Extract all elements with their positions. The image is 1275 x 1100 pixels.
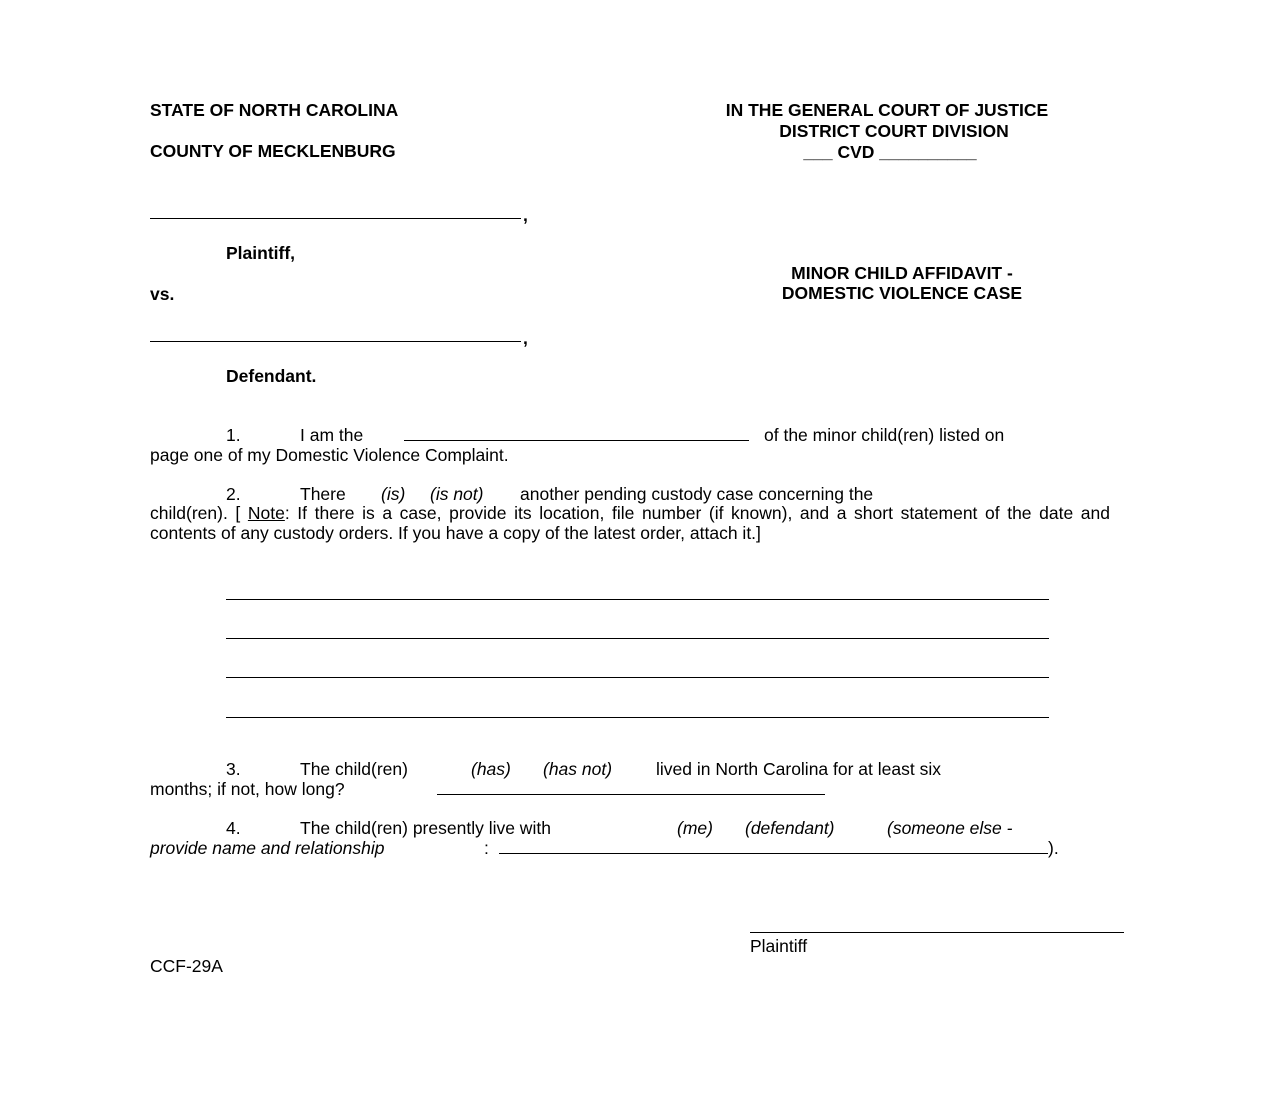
court-heading: IN THE GENERAL COURT OF JUSTICE	[725, 100, 1049, 120]
option-someone-else[interactable]: (someone else -	[887, 818, 1013, 838]
form-id: CCF-29A	[150, 956, 223, 976]
option-me[interactable]: (me)	[677, 818, 713, 838]
item2-text-a: There	[300, 484, 346, 504]
item2-number: 2.	[226, 484, 241, 504]
item1-text-b: of the minor child(ren) listed on	[764, 425, 1005, 445]
plaintiff-label: Plaintiff,	[226, 243, 296, 263]
item2-text-c: child(ren). [	[150, 503, 241, 523]
document-title-line1: MINOR CHILD AFFIDAVIT -	[791, 263, 1013, 283]
option-defendant[interactable]: (defendant)	[745, 818, 835, 838]
item3-text-c: months; if not, how long?	[150, 779, 345, 799]
versus-label: vs.	[150, 284, 175, 304]
court-division: DISTRICT COURT DIVISION	[779, 121, 1009, 141]
defendant-label: Defendant.	[226, 366, 317, 386]
document-title-line2: DOMESTIC VIOLENCE CASE	[781, 283, 1023, 303]
plaintiff-comma: ,	[523, 205, 528, 225]
item4-text-c: :	[484, 838, 489, 858]
custody-details-line[interactable]	[226, 677, 1049, 678]
item2-note-paragraph	[150, 504, 1110, 543]
item4-text-a: The child(ren) presently live with	[300, 818, 551, 838]
duration-blank[interactable]	[437, 794, 825, 795]
item2-text-d: : If there is a case, provide its location, file number (if known), and a short statement of the date and contents of any custody orders. If you have a copy of the latest order, attach it.]	[150, 503, 1110, 543]
item4-text-d: ).	[1048, 838, 1059, 858]
plaintiff-signature-line[interactable]	[750, 932, 1124, 933]
defendant-name-blank[interactable]	[150, 341, 521, 342]
plaintiff-name-blank[interactable]	[150, 218, 521, 219]
option-is-not[interactable]: (is not)	[430, 484, 484, 504]
option-has-not[interactable]: (has not)	[543, 759, 613, 779]
state-heading: STATE OF NORTH CAROLINA	[150, 100, 399, 120]
option-is[interactable]: (is)	[381, 484, 406, 504]
item2-text-b: another pending custody case concerning the	[520, 484, 874, 504]
name-relationship-blank[interactable]	[499, 853, 1048, 854]
note-label: Note	[247, 503, 285, 523]
custody-details-line[interactable]	[226, 717, 1049, 718]
item4-number: 4.	[226, 818, 241, 838]
signature-label: Plaintiff	[750, 936, 808, 956]
relationship-blank[interactable]	[404, 440, 749, 441]
county-heading: COUNTY OF MECKLENBURG	[150, 141, 396, 161]
item1-number: 1.	[226, 425, 241, 445]
custody-details-line[interactable]	[226, 599, 1049, 600]
case-number-field[interactable]: ___ CVD __________	[803, 142, 977, 162]
option-has[interactable]: (has)	[471, 759, 511, 779]
item3-text-a: The child(ren)	[300, 759, 408, 779]
item3-text-b: lived in North Carolina for at least six	[656, 759, 941, 779]
item1-text-c: page one of my Domestic Violence Complaint.	[150, 445, 509, 465]
item1-text-a: I am the	[300, 425, 364, 445]
defendant-comma: ,	[523, 328, 528, 348]
custody-details-line[interactable]	[226, 638, 1049, 639]
item4-text-b: provide name and relationship	[150, 838, 385, 858]
item3-number: 3.	[226, 759, 241, 779]
